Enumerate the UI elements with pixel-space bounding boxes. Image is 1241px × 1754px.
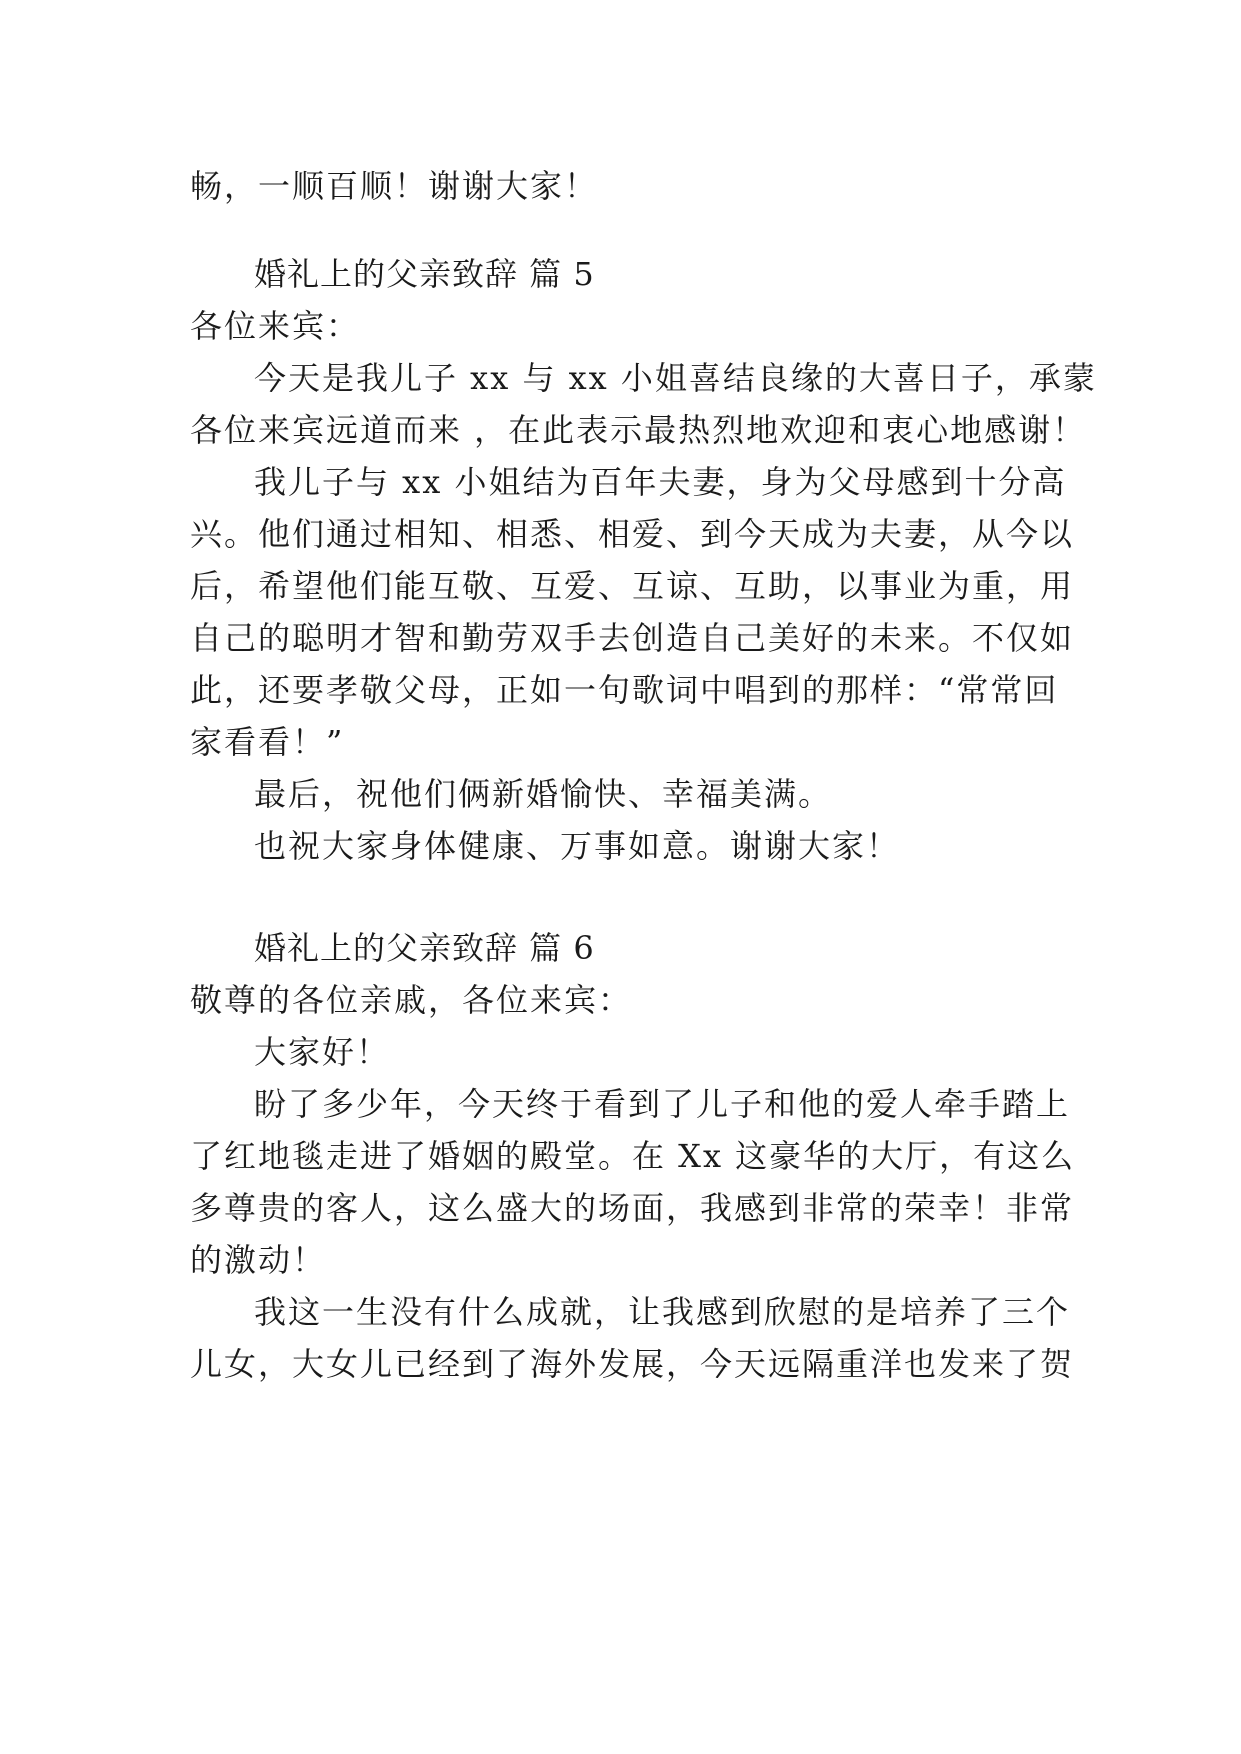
paragraph-line: 兴。他们通过相知、相悉、相爱、到今天成为夫妻，从今以 xyxy=(190,515,1075,553)
paragraph-line: 了红地毯走进了婚姻的殿堂。在 Xx 这豪华的大厅，有这么 xyxy=(190,1137,1076,1175)
section-heading: 婚礼上的父亲致辞 篇 6 xyxy=(254,929,595,967)
paragraph-line: 各位来宾远道而来 ，在此表示最热烈地欢迎和衷心地感谢！ xyxy=(190,411,1087,449)
salutation: 各位来宾： xyxy=(190,307,361,345)
paragraph-line: 我儿子与 xx 小姐结为百年夫妻，身为父母感到十分高 xyxy=(254,463,1067,501)
paragraph-line: 后，希望他们能互敬、互爱、互谅、互助，以事业为重，用 xyxy=(190,567,1075,605)
paragraph-line: 自己的聪明才智和勤劳双手去创造自己美好的未来。不仅如 xyxy=(190,619,1075,657)
paragraph-line: 多尊贵的客人，这么盛大的场面，我感到非常的荣幸！非常 xyxy=(190,1189,1075,1227)
salutation: 敬尊的各位亲戚，各位来宾： xyxy=(190,981,633,1019)
paragraph-line: 我这一生没有什么成就，让我感到欣慰的是培养了三个 xyxy=(254,1293,1071,1331)
paragraph-line: 此，还要孝敬父母，正如一句歌词中唱到的那样：“常常回 xyxy=(190,671,1059,709)
greeting: 大家好！ xyxy=(254,1033,391,1071)
paragraph-line: 今天是我儿子 xx 与 xx 小姐喜结良缘的大喜日子，承蒙 xyxy=(254,359,1097,397)
section-heading: 婚礼上的父亲致辞 篇 5 xyxy=(254,255,595,293)
paragraph-line: 儿女，大女儿已经到了海外发展，今天远隔重洋也发来了贺 xyxy=(190,1345,1075,1383)
paragraph-line: 畅，一顺百顺！谢谢大家！ xyxy=(190,167,599,205)
paragraph-line: 最后，祝他们俩新婚愉快、幸福美满。 xyxy=(254,775,833,813)
paragraph-line: 的激动！ xyxy=(190,1241,327,1279)
paragraph-line: 家看看！” xyxy=(190,723,345,761)
paragraph-line: 盼了多少年，今天终于看到了儿子和他的爱人牵手踏上 xyxy=(254,1085,1071,1123)
paragraph-line: 也祝大家身体健康、万事如意。谢谢大家！ xyxy=(254,827,901,865)
